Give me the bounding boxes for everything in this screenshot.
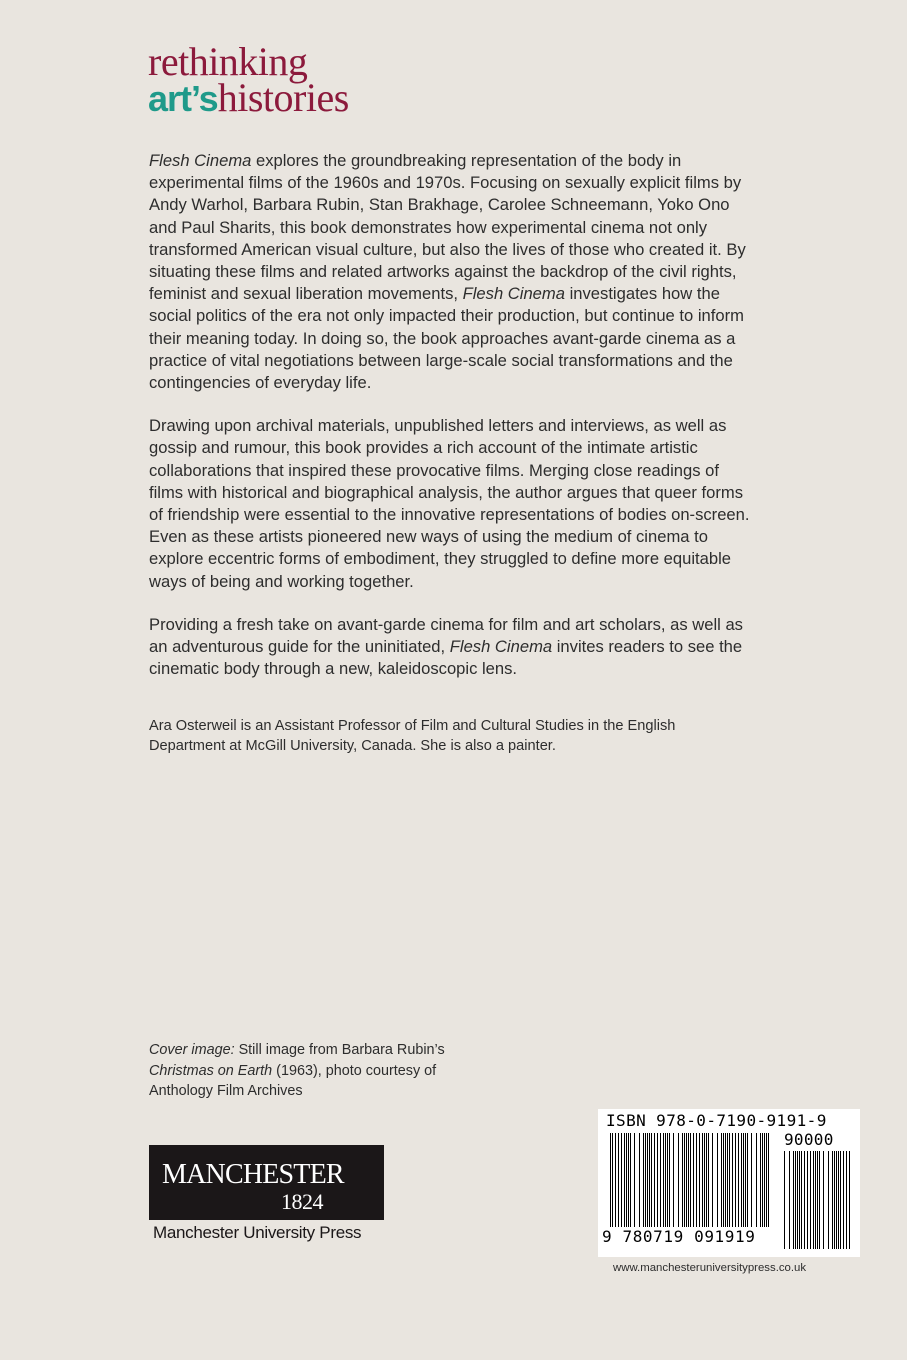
blurb-paragraph-3 (149, 614, 754, 681)
barcode-bar (624, 1133, 625, 1227)
barcode-bar (815, 1151, 816, 1249)
barcode-bar (688, 1133, 689, 1227)
barcode-bar (751, 1133, 752, 1227)
press-name: Manchester University Press (153, 1223, 362, 1242)
barcode-bar (817, 1151, 818, 1249)
barcode-bar (849, 1151, 850, 1249)
barcode-bar (682, 1133, 683, 1227)
isbn-barcode (598, 1109, 860, 1257)
barcode-bar (795, 1151, 796, 1249)
cover-image-credit (149, 1040, 489, 1102)
barcode-bar (729, 1133, 730, 1227)
barcode-bar (721, 1133, 722, 1227)
barcode-bar (651, 1133, 652, 1227)
barcode-bar (669, 1133, 670, 1227)
barcode-bar (789, 1151, 790, 1249)
barcode-bar (693, 1133, 694, 1227)
barcode-bar (717, 1133, 718, 1227)
book-title: Flesh Cinema (449, 637, 553, 657)
barcode-bar (846, 1151, 847, 1249)
barcode-bar (665, 1133, 666, 1227)
book-title: Flesh Cinema (149, 151, 252, 170)
barcode-bar (819, 1151, 820, 1249)
barcode-bar (696, 1133, 697, 1227)
barcode-bar (762, 1133, 763, 1227)
series-logo (148, 39, 349, 120)
barcode-bar (766, 1133, 767, 1227)
blurb-paragraph-2: Drawing upon archival materials, unpublished letters and interviews, as well as gossip and rumour, this book provides a rich account of the intimate artistic collaborations that inspired these provocative films. Merging close readings of films with historical and biographical analysis, the author argues that queer forms of friendship were essential to the innovative representations of bodies on-screen. Even as these artists pioneered new ways of using the medium of cinema to explore eccentric forms of embodiment, they struggled to define more equitable ways of being and working together. (149, 416, 750, 591)
publisher-logo-name: MANCHESTER (162, 1159, 344, 1190)
barcode-bar (647, 1133, 648, 1227)
barcode-bar (735, 1133, 736, 1227)
barcode-bar (626, 1133, 627, 1227)
barcode-bar (690, 1133, 691, 1227)
barcode-bar (686, 1133, 687, 1227)
publisher-logo (149, 1145, 384, 1220)
barcode-bar (706, 1133, 707, 1227)
isbn-number: ISBN 978-0-7190-9191-9 (606, 1111, 827, 1130)
barcode-bar (727, 1133, 728, 1227)
barcode-bar (834, 1151, 835, 1249)
barcode-bar (738, 1133, 739, 1227)
barcode-bar (732, 1133, 733, 1227)
series-logo-histories: histories (217, 75, 349, 120)
barcode-bar (743, 1133, 744, 1227)
barcode-bar (712, 1133, 713, 1227)
barcode-bar (649, 1133, 650, 1227)
barcode-bar (628, 1133, 629, 1227)
barcode-bar (799, 1151, 800, 1249)
credit-film-title: Christmas on Earth (149, 1062, 273, 1079)
barcode-bar (745, 1133, 746, 1227)
barcode-bar (634, 1133, 635, 1227)
barcode-bar (764, 1133, 765, 1227)
barcode-bar (621, 1133, 622, 1227)
barcode-bar (615, 1133, 616, 1227)
publisher-logo-year: 1824 (281, 1189, 323, 1214)
barcode-bar (663, 1133, 664, 1227)
blurb (149, 150, 754, 701)
barcode-bar (699, 1133, 700, 1227)
barcode-bar (840, 1151, 841, 1249)
author-bio: Ara Osterweil is an Assistant Professor of Film and Cultural Studies in the English Department at McGill University, Canada. She is also a painter. (149, 718, 676, 754)
barcode-bar (768, 1133, 769, 1227)
barcode-bar (667, 1133, 668, 1227)
barcode-bar (643, 1133, 644, 1227)
book-title: Flesh Cinema (462, 284, 565, 304)
credit-label: Cover image: (149, 1042, 235, 1058)
barcode-bar (760, 1133, 761, 1227)
publisher-website: www.manchesteruniversitypress.co.uk (613, 1262, 807, 1274)
barcode-bar (612, 1133, 613, 1227)
series-logo-arts: art’s (148, 78, 218, 119)
credit-text: (1963), photo courtesy of Anthology Film Archives (149, 1062, 437, 1099)
barcode-bar (639, 1133, 640, 1227)
blurb-text: invites readers to see the cinematic body through a new, kaleidoscopic lens. (149, 637, 743, 679)
barcode-bar (723, 1133, 724, 1227)
barcode-bar (843, 1151, 844, 1249)
price-addon-number: 90000 (784, 1130, 834, 1149)
barcode-bar (828, 1151, 829, 1249)
barcode-bar (747, 1133, 748, 1227)
barcode-bar (784, 1151, 785, 1249)
barcode-bar (838, 1151, 839, 1249)
credit-text: Still image from Barbara Rubin’s (234, 1042, 445, 1058)
barcode-bar (797, 1151, 798, 1249)
barcode-bar (657, 1133, 658, 1227)
blurb-text: Providing a fresh take on avant-garde cinema for film and art scholars, as well as an adventurous guide for the uninitiated, (149, 614, 743, 657)
barcode-bar (804, 1151, 805, 1249)
barcode-bar (660, 1133, 661, 1227)
barcode-bar (654, 1133, 655, 1227)
barcode-bar (725, 1133, 726, 1227)
barcode-bar (793, 1151, 794, 1249)
barcode-bar (756, 1133, 757, 1227)
barcode-bar (630, 1133, 631, 1227)
barcode-bar (704, 1133, 705, 1227)
barcode-bar (807, 1151, 808, 1249)
blurb-text: explores the groundbreaking representation of the body in experimental films of the 1960s and 1970s. Focusing on sexually explicit films by Andy Warhol, Barbara Rubin, Stan Brakhage, Carolee Schneemann, Yoko Ono and Paul Sharits, this book demonstrates how experimental cinema not only transformed American visual culture, but also the lives of those who created it. By situating these films and related artworks against the backdrop of the civil rights, feminist and sexual liberation movements, (149, 151, 746, 304)
barcode-bar (645, 1133, 646, 1227)
barcode-bar (741, 1133, 742, 1227)
blurb-paragraph-1 (149, 150, 754, 394)
barcode-bar (810, 1151, 811, 1249)
barcode-bar (813, 1151, 814, 1249)
barcode-bar (708, 1133, 709, 1227)
barcode-bar (618, 1133, 619, 1227)
barcode-bar (684, 1133, 685, 1227)
barcode-bar (673, 1133, 674, 1227)
series-logo-line2 (148, 75, 349, 120)
barcode-bar (610, 1133, 611, 1227)
barcode-bar (678, 1133, 679, 1227)
ean-number: 9 780719 091919 (602, 1227, 756, 1246)
barcode-bar (823, 1151, 824, 1249)
barcode-bar (832, 1151, 833, 1249)
barcode-bar (801, 1151, 802, 1249)
barcode-bar (836, 1151, 837, 1249)
blurb-text: investigates how the social politics of the era not only impacted their production, but continue to inform their meaning today. In doing so, the book approaches avant-garde cinema as a practice of vital negotiations between large-scale social transformations and the contingencies of everyday life. (149, 284, 744, 393)
barcode-bar (702, 1133, 703, 1227)
series-logo-line1: rethinking (148, 39, 308, 84)
